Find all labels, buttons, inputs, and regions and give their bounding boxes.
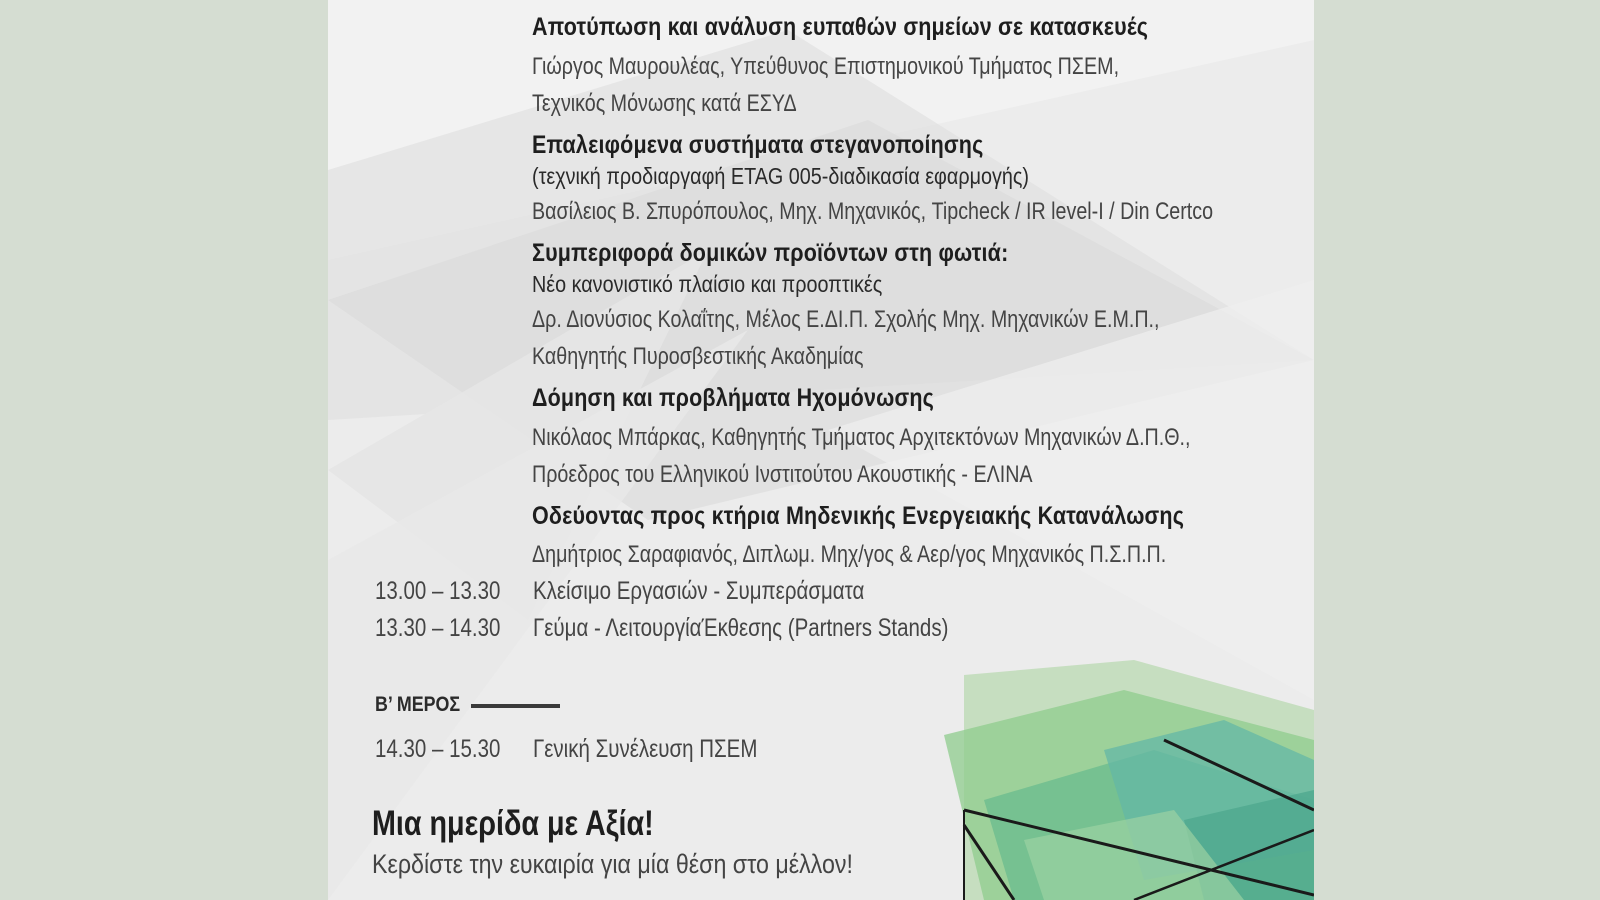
session-title: Δόμηση και προβλήματα Ηχομόνωσης [532, 384, 934, 412]
speaker-line: Πρόεδρος του Ελληνικού Ινστιτούτου Ακουστικής - ΕΛΙΝΑ [532, 461, 1033, 488]
session-title: Οδεύοντας προς κτήρια Μηδενικής Ενεργειακής Κατανάλωσης [532, 502, 1185, 530]
speaker-line: Νικόλαος Μπάρκας, Καθηγητής Τμήματος Αρχιτεκτόνων Μηχανικών Δ.Π.Θ., [532, 424, 1191, 451]
session-title: Επαλειφόμενα συστήματα στεγανοποίησης [532, 131, 984, 159]
part-b-divider [471, 704, 560, 708]
speaker-line: Γιώργος Μαυρουλέας, Υπεύθυνος Επιστημονικού Τμήματος ΠΣΕΜ, [532, 53, 1120, 80]
program-content [328, 0, 1314, 900]
speaker-line: Τεχνικός Μόνωσης κατά ΕΣΥΔ [532, 90, 797, 117]
schedule-time: 14.30 – 15.30 [375, 735, 501, 763]
schedule-item: Γεύμα - ΛειτουργίαΈκθεσης (Partners Stands) [533, 614, 949, 642]
schedule-item: Γενική Συνέλευση ΠΣΕΜ [533, 735, 758, 763]
slogan: Μια ημερίδα με Αξία! [372, 804, 654, 843]
session-subtitle: (τεχνική προδιαργαφή ETAG 005-διαδικασία εφαρμογής) [532, 163, 1029, 189]
program-page [328, 0, 1314, 900]
session-title: Συμπεριφορά δομικών προϊόντων στη φωτιά: [532, 239, 1009, 267]
tagline: Κερδίστε την ευκαιρία για μία θέση στο μέλλον! [372, 849, 853, 879]
schedule-time: 13.30 – 14.30 [375, 614, 501, 642]
speaker-line: Δημήτριος Σαραφιανός, Διπλωμ. Μηχ/γος & Αερ/γος Μηχανικός Π.Σ.Π.Π. [532, 541, 1167, 568]
speaker-line: Καθηγητής Πυροσβεστικής Ακαδημίας [532, 343, 864, 370]
part-b-heading: Β’ ΜΕΡΟΣ [375, 693, 461, 716]
session-subtitle: Νέο κανονιστικό πλαίσιο και προοπτικές [532, 271, 883, 297]
schedule-item: Κλείσιμο Εργασιών - Συμπεράσματα [533, 577, 865, 605]
speaker-line: Δρ. Διονύσιος Κολαΐτης, Μέλος Ε.ΔΙ.Π. Σχολής Μηχ. Μηχανικών Ε.Μ.Π., [532, 306, 1160, 333]
schedule-time: 13.00 – 13.30 [375, 577, 501, 605]
session-title: Αποτύπωση και ανάλυση ευπαθών σημείων σε κατασκευές [532, 13, 1149, 41]
speaker-line: Βασίλειος Β. Σπυρόπουλος, Μηχ. Μηχανικός, Tipcheck / IR level-I / Din Certco [532, 198, 1214, 225]
